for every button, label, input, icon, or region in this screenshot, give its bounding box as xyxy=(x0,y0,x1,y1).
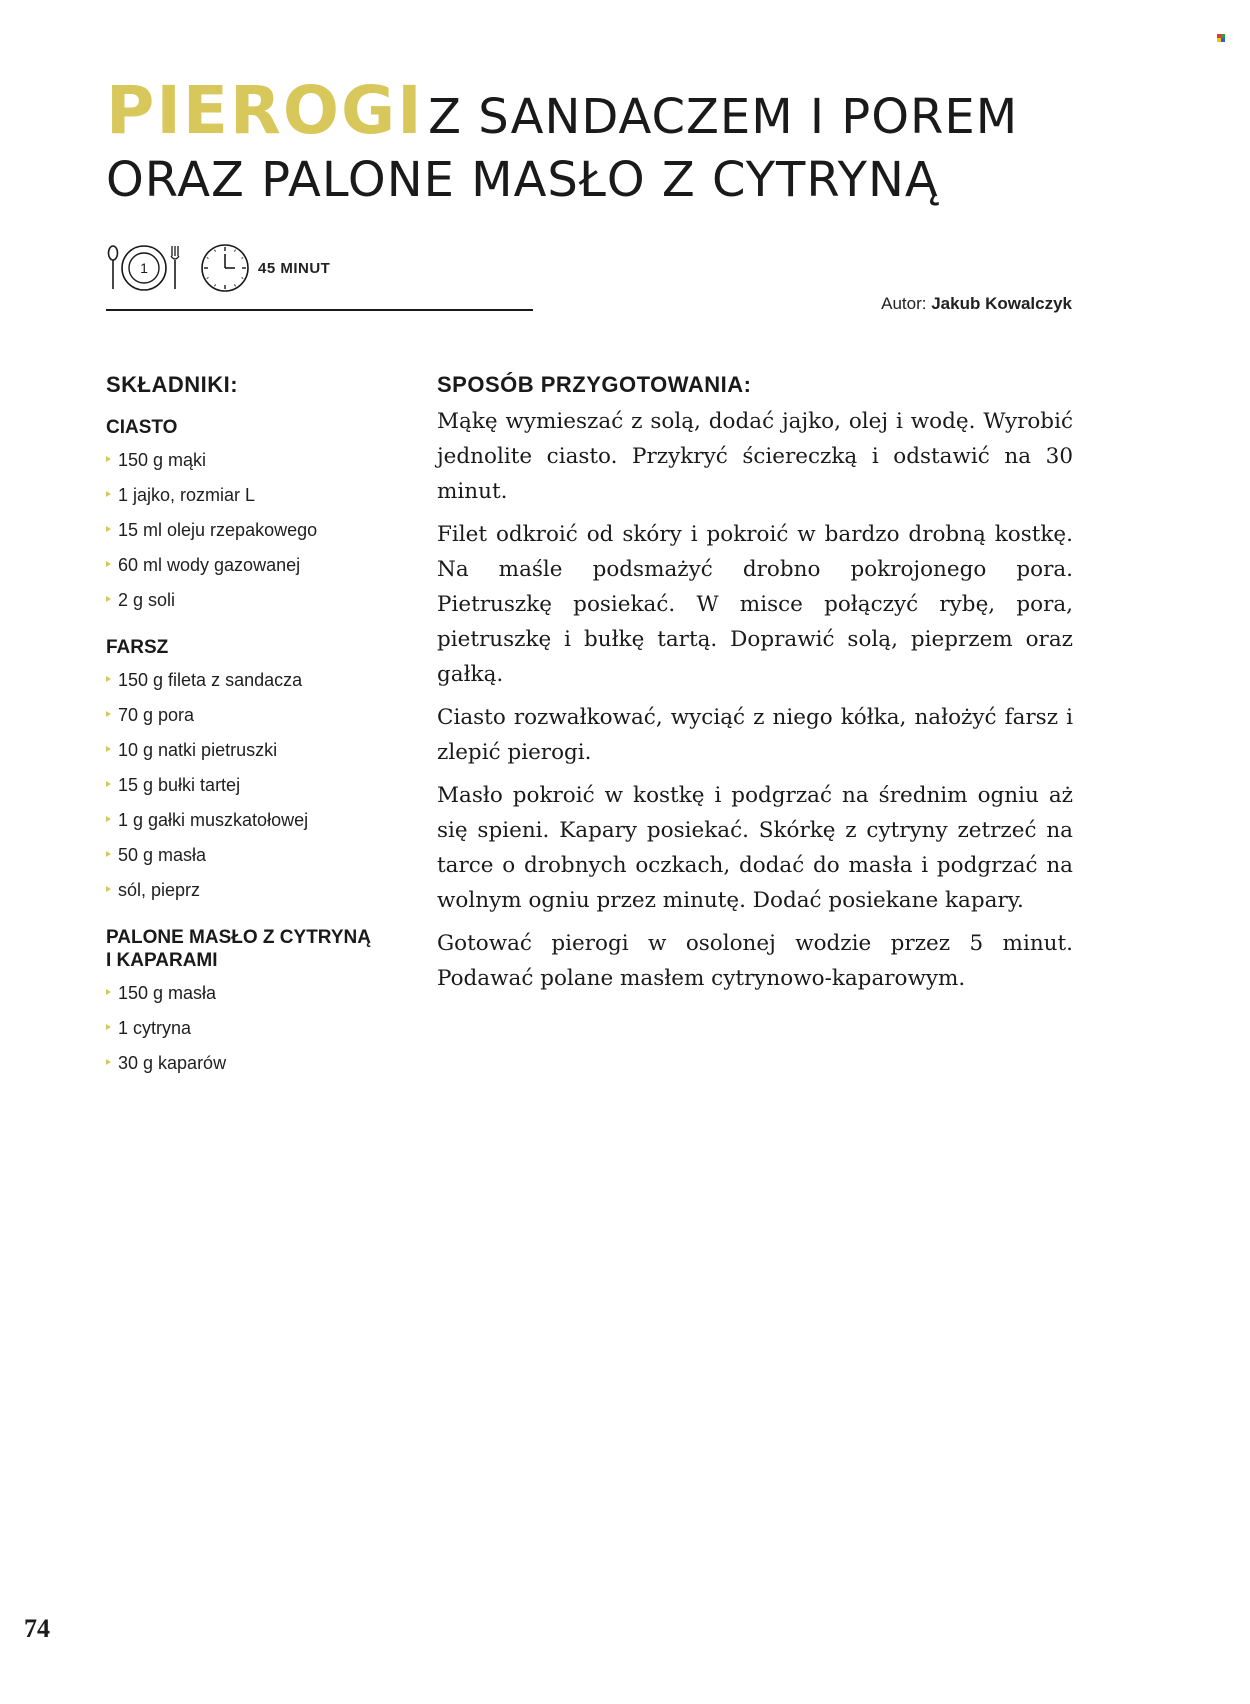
title-highlight: PIEROGI xyxy=(106,72,424,149)
ingredient-group-title: FARSZ xyxy=(106,637,169,658)
author-line xyxy=(881,294,1072,314)
list-item: 50 g masła xyxy=(106,844,406,879)
method-paragraph: Mąkę wymieszać z solą, dodać jajko, olej i wodę. Wyrobić jednolite ciasto. Przykryć ściereczką i odstawić na 30 minut. xyxy=(437,409,1073,504)
bullet-triangle-icon xyxy=(106,989,111,995)
bullet-triangle-icon xyxy=(106,886,111,892)
bullet-triangle-icon xyxy=(106,561,111,567)
method-paragraph: Ciasto rozwałkować, wyciąć z niego kółka, nałożyć farsz i zlepić pierogi. xyxy=(437,705,1073,765)
method-section xyxy=(437,372,1073,1004)
list-item: 2 g soli xyxy=(106,589,406,624)
ingredient-list xyxy=(106,982,406,1087)
bullet-triangle-icon xyxy=(106,816,111,822)
list-item: 30 g kaparów xyxy=(106,1052,406,1087)
list-item: sól, pieprz xyxy=(106,879,406,914)
prep-time: 45 MINUT xyxy=(258,259,331,277)
header-divider xyxy=(106,309,533,311)
title-line-1 xyxy=(106,72,1156,149)
clock-icon xyxy=(200,243,250,293)
list-item: 1 g gałki muszkatołowej xyxy=(106,809,406,844)
method-paragraph: Filet odkroić od skóry i pokroić w bardzo drobną kostkę. Na maśle podsmażyć drobno pokrojonego pora. Pietruszkę posiekać. W misce połączyć rybę, pora, pietruszkę i bułkę tartą. Doprawić solą, pieprzem oraz gałką. xyxy=(437,522,1073,687)
method-paragraph: Masło pokroić w kostkę i podgrzać na średnim ogniu aż się spieni. Kapary posiekać. Skórkę z cytryny zetrzeć na tarce o drobnych oczkach, dodać do masła i podgrzać na wolnym ogniu przez minutę. Dodać posiekane kapary. xyxy=(437,783,1073,913)
plate-cutlery-icon xyxy=(106,243,182,293)
bullet-triangle-icon xyxy=(106,781,111,787)
ingredient-group-title: PALONE MASŁO Z CYTRYNĄ I KAPARAMI xyxy=(106,927,371,971)
list-item: 60 ml wody gazowanej xyxy=(106,554,406,589)
title-line-1-rest: Z SANDACZEM I POREM xyxy=(428,89,1019,145)
bullet-triangle-icon xyxy=(106,1024,111,1030)
ingredients-section xyxy=(106,372,406,1099)
method-paragraph: Gotować pierogi w osolonej wodzie przez 5 minut. Podawać polane masłem cytrynowo-kaparowym. xyxy=(437,931,1073,991)
ingredients-heading: SKŁADNIKI: xyxy=(106,372,239,397)
list-item: 1 jajko, rozmiar L xyxy=(106,484,406,519)
bullet-triangle-icon xyxy=(106,456,111,462)
color-registration-icon xyxy=(1217,34,1225,42)
bullet-triangle-icon xyxy=(106,596,111,602)
list-item: 10 g natki pietruszki xyxy=(106,739,406,774)
ingredient-list xyxy=(106,449,406,624)
recipe-title xyxy=(106,72,1156,208)
bullet-triangle-icon xyxy=(106,1059,111,1065)
list-item: 150 g fileta z sandacza xyxy=(106,669,406,704)
page-number: 74 xyxy=(24,1614,50,1643)
list-item: 1 cytryna xyxy=(106,1017,406,1052)
bullet-triangle-icon xyxy=(106,491,111,497)
ingredient-list xyxy=(106,669,406,914)
bullet-triangle-icon xyxy=(106,676,111,682)
author-name: Jakub Kowalczyk xyxy=(931,294,1072,313)
bullet-triangle-icon xyxy=(106,746,111,752)
list-item: 150 g mąki xyxy=(106,449,406,484)
list-item: 70 g pora xyxy=(106,704,406,739)
bullet-triangle-icon xyxy=(106,526,111,532)
ingredient-group-title: CIASTO xyxy=(106,417,178,438)
list-item: 15 g bułki tartej xyxy=(106,774,406,809)
title-line-2: ORAZ PALONE MASŁO Z CYTRYNĄ xyxy=(106,152,939,208)
list-item: 15 ml oleju rzepakowego xyxy=(106,519,406,554)
bullet-triangle-icon xyxy=(106,851,111,857)
bullet-triangle-icon xyxy=(106,711,111,717)
list-item: 150 g masła xyxy=(106,982,406,1017)
recipe-meta xyxy=(106,240,330,296)
servings-count: 1 xyxy=(140,260,148,276)
method-heading: SPOSÓB PRZYGOTOWANIA: xyxy=(437,372,752,397)
author-label: Autor: xyxy=(881,294,927,313)
